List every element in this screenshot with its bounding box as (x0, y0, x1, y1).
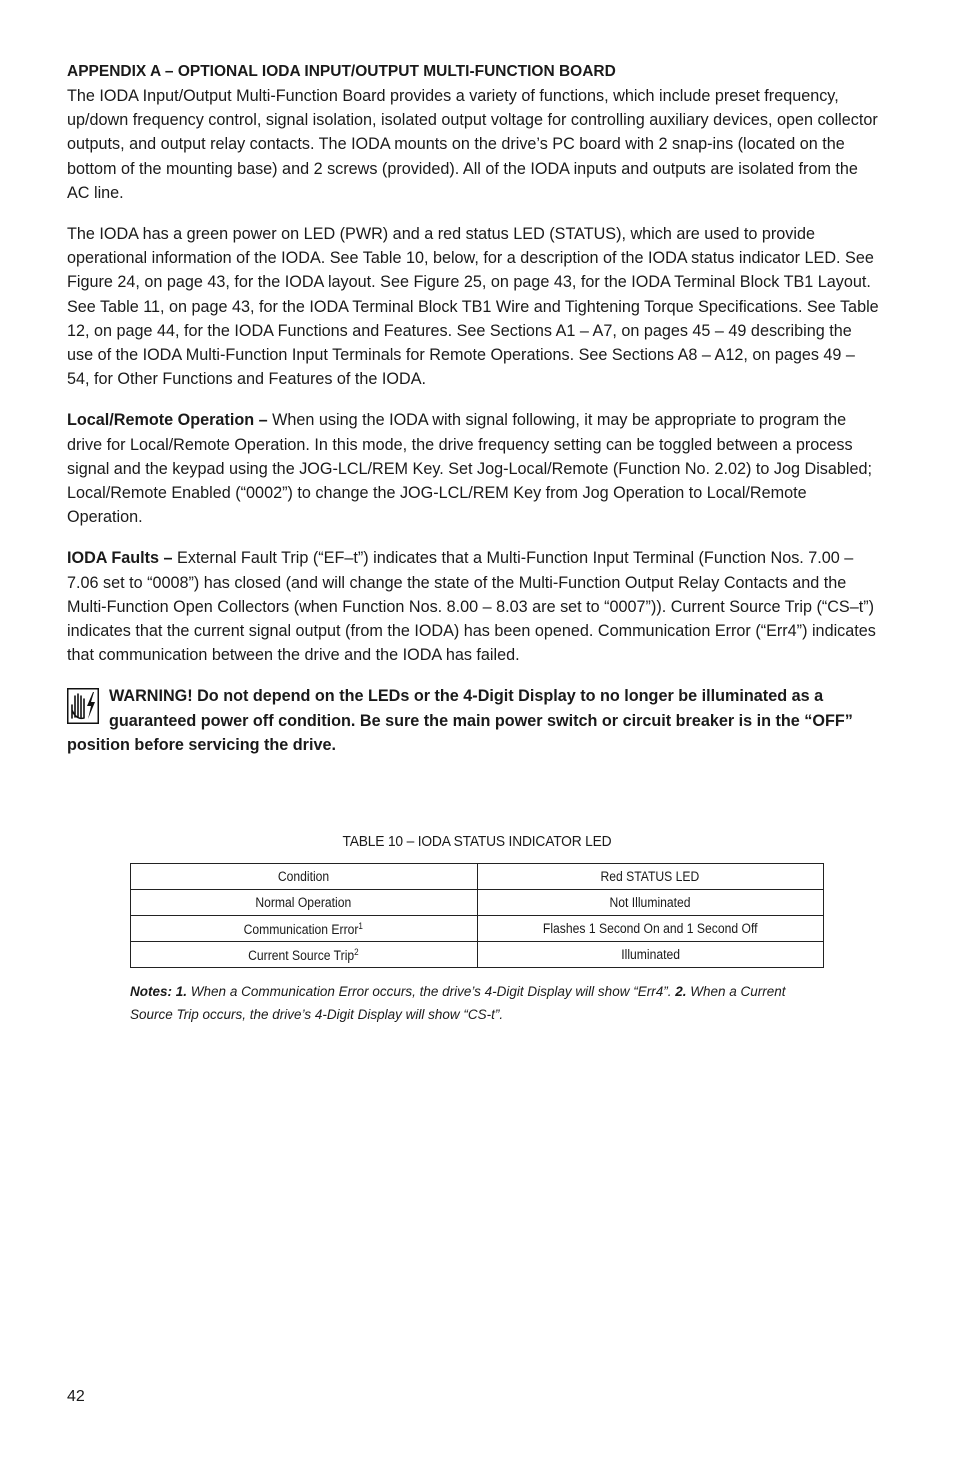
table-title: TABLE 10 – IODA STATUS INDICATOR LED (342, 833, 612, 850)
hand-lightning-icon (67, 688, 99, 724)
local-remote-paragraph (67, 408, 879, 529)
led-cell: Illuminated (477, 942, 824, 968)
appendix-heading: APPENDIX A – OPTIONAL IODA INPUT/OUTPUT MULTI-FUNCTION BOARD (67, 63, 616, 80)
note-1-text: When a Communication Error occurs, the drive’s 4-Digit Display will show “Err4”. (187, 984, 676, 999)
table-notes (130, 980, 830, 1026)
condition-cell: Current Source Trip$^2$ (131, 942, 478, 968)
table-row (131, 942, 824, 968)
led-paragraph: The IODA has a green power on LED (PWR) and a red status LED (STATUS), which are used to provide operational information of the IODA. See Table 10, below, for a description of the IODA status indicator LED. See Figure 24, on page 43, for the IODA layout. See Figure 25, on page 43, for the IODA Terminal Block TB1 Layout. See Table 11, on page 43, for the IODA Terminal Block TB1 Wire and Tightening Torque Specifications. See Table 12, on page 44, for the IODA Functions and Features. See Sections A1 – A7, on pages 45 – 49 describing the use of the IODA Multi-Function Input Terminals for Remote Operations. See Sections A8 – A12, on pages 49 – 54, for Other Functions and Features of the IODA. (67, 225, 879, 389)
condition-cell: Normal Operation (131, 890, 478, 916)
note-2-number: 2. (675, 984, 687, 999)
led-cell: Not Illuminated (477, 890, 824, 916)
note-1-number: 1. (175, 984, 188, 999)
table-header-row (131, 864, 824, 890)
table-row (131, 916, 824, 942)
condition-cell: Communication Error$^1$ (131, 916, 478, 942)
table-row (131, 890, 824, 916)
note-2-text: When a Current Source Trip occurs, the drive’s 4-Digit Display will show “CS-t”. (130, 984, 786, 1022)
column-header-led: Red STATUS LED (477, 864, 824, 890)
warning-text: WARNING! Do not depend on the LEDs or the 4-Digit Display to no longer be illuminated as a guaranteed power off condition. Be sure the main power switch or circuit breaker is in the “OFF” position before servicing the drive. (67, 687, 853, 754)
faults-lead: IODA Faults – (67, 549, 173, 568)
local-remote-lead: Local/Remote Operation – (67, 411, 268, 430)
footnote-marker: 1 (358, 920, 364, 931)
faults-paragraph (67, 546, 879, 667)
notes-label: Notes: (130, 984, 173, 999)
local-remote-text: When using the IODA with signal following, it may be appropriate to program the drive for Local/Remote Operation. In this mode, the drive frequency setting can be toggled between a process signal and the keypad using the JOG-LCL/REM Key. Set Jog-Local/Remote (Function No. 2.02) to Jog Disabled; Local/Remote Enabled (“0002”) to change the JOG-LCL/REM Key from Jog Operation to Local/Remote Operation. (67, 411, 872, 527)
page-content (67, 60, 879, 757)
intro-paragraph: The IODA Input/Output Multi-Function Board provides a variety of functions, which include preset frequency, up/down frequency control, signal isolation, isolated output voltage for controlling auxiliary devices, open collector outputs, and output relay contacts. The IODA mounts on the drive’s PC board with 2 snap-ins (located on the bottom of the mounting base) and 2 screws (provided). All of the IODA inputs and outputs are isolated from the AC line. (67, 87, 878, 202)
status-led-table (130, 863, 824, 968)
column-header-condition: Condition (131, 864, 478, 890)
page-number: 42 (67, 1388, 85, 1405)
faults-text: External Fault Trip (“EF–t”) indicates that a Multi-Function Input Terminal (Function Nos. 7.00 – 7.06 set to “0008”) has closed (and will change the state of the Multi-Function Output Relay Contacts and the Multi-Function Open Collectors (when Function Nos. 8.00 – 8.03 are set to “0007”)). Current Source Trip (“CS–t”) indicates that the current signal output (from the IODA) has been opened. Communication Error (“Err4”) indicates that communication between the drive and the IODA has failed. (67, 549, 876, 665)
footnote-marker: 2 (354, 946, 360, 957)
led-cell: Flashes 1 Second On and 1 Second Off (477, 916, 824, 942)
warning-block (67, 684, 879, 757)
